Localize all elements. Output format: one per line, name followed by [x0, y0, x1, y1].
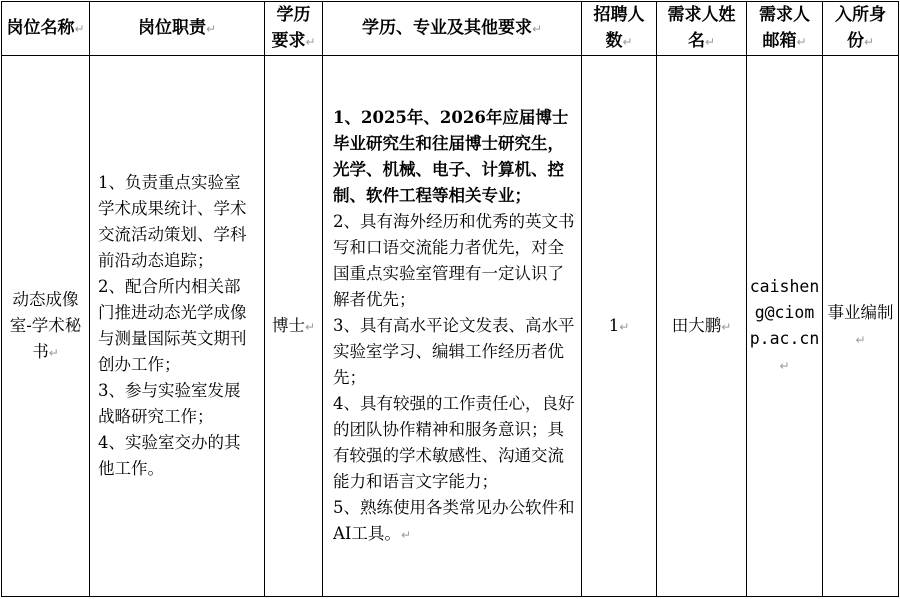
duty-item-2: 2、配合所内相关部门推进动态光学成像与测量国际英文期刊创办工作；	[98, 277, 247, 374]
duty-item-3: 3、参与实验室发展战略研究工作；	[98, 381, 241, 426]
cell-requirements	[323, 56, 582, 597]
cell-status: 事业编制↵	[823, 56, 899, 597]
header-requirements: 学历、专业及其他要求↵	[323, 2, 582, 56]
header-headcount: 招聘人数↵	[582, 2, 657, 56]
requirement-item-4: 4、具有较强的工作责任心，良好的团队协作精神和服务意识；具有较强的学术敏感性、沟通交流能力和语言文字能力；	[333, 393, 575, 491]
cell-contact-name: 田大鹏↵	[657, 56, 747, 597]
job-posting-table	[1, 1, 899, 597]
header-status: 入所身份↵	[823, 2, 899, 56]
requirement-item-1: 1、2025年、2026年应届博士毕业研究生和往届博士研究生，光学、机械、电子、计算机、控制、软件工程等相关专业；	[333, 107, 569, 205]
requirement-item-5: 5、熟练使用各类常见办公软件和AI工具。↵	[333, 497, 575, 543]
requirement-item-2: 2、具有海外经历和优秀的英文书写和口语交流能力者优先，对全国重点实验室管理有一定认识了解者优先；	[333, 211, 575, 309]
requirement-item-3: 3、具有高水平论文发表、高水平实验室学习、编辑工作经历者优先；	[333, 315, 575, 387]
cell-contact-email: caisheng@ciomp.ac.cn↵	[747, 56, 823, 597]
table-header-row	[2, 2, 899, 56]
duty-item-1: 1、负责重点实验室学术成果统计、学术交流活动策划、学科前沿动态追踪；	[98, 173, 247, 270]
table-row	[2, 56, 899, 597]
cell-education: 博士↵	[265, 56, 323, 597]
cell-duties	[90, 56, 265, 597]
cell-position-name: 动态成像室-学术秘书↵	[2, 56, 90, 597]
header-education: 学历要求↵	[265, 2, 323, 56]
header-duties: 岗位职责↵	[90, 2, 265, 56]
cell-headcount: 1↵	[582, 56, 657, 597]
header-contact-email: 需求人邮箱↵	[747, 2, 823, 56]
header-contact-name: 需求人姓名↵	[657, 2, 747, 56]
duty-item-4: 4、实验室交办的其他工作。	[98, 433, 241, 478]
header-position-name: 岗位名称↵	[2, 2, 90, 56]
